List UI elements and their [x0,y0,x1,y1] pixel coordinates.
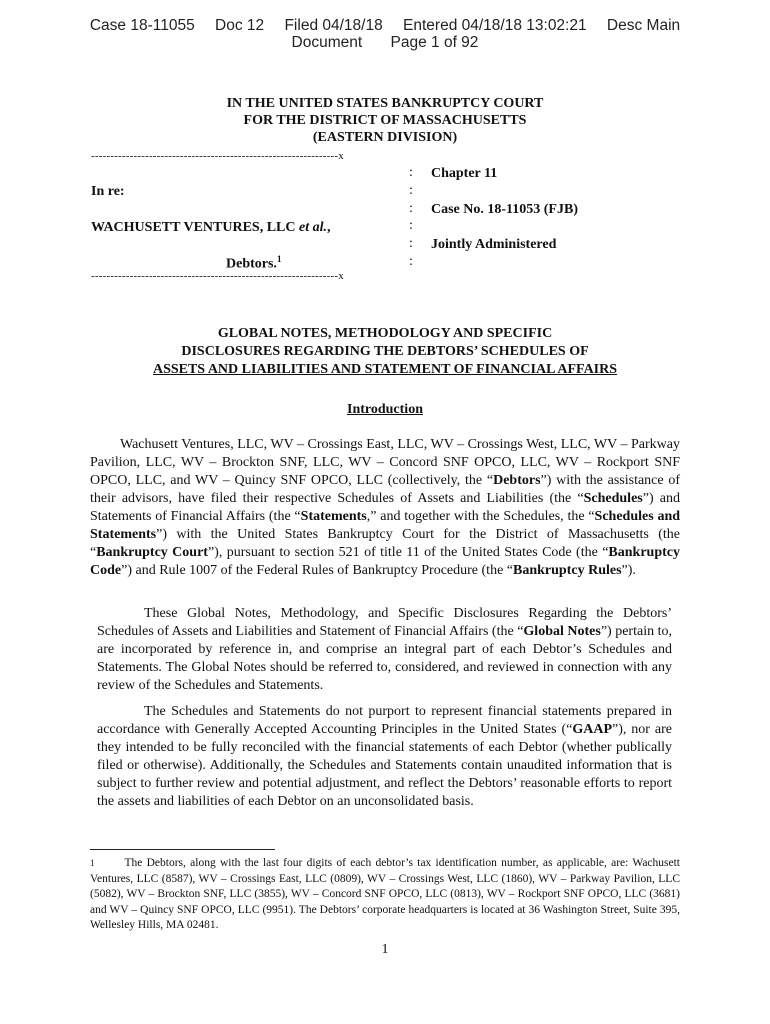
footnote-text: The Debtors, along with the last four digits of each debtor’s tax identification number, as applicable, are: Wachusett Ventures, LLC (8587), WV – Crossings East, LLC (0809), WV – Crossings West, LLC (1860), WV – Parkway Pavilion, LLC (5082), WV – Brockton SNF, LLC (3855), WV – Concord SNF OPCO, LLC (0813), WV – Rockport SNF OPCO, LLC (3681) and WV – Quincy SNF OPCO, LLC (9951). The Debtors’ corporate headquarters is located at 36 Washington Street, Suite 395, Wellesley Hills, MA 02481. [90,857,680,931]
title-line-3: ASSETS AND LIABILITIES AND STATEMENT OF FINANCIAL AFFAIRS [152,362,618,377]
case-number: Case No. 18-11053 (FJB) [431,202,578,217]
court-line-1: IN THE UNITED STATES BANKRUPTCY COURT [226,96,544,111]
paragraph-3: The Schedules and Statements do not purport to represent financial statements prepared in accordance with Generally Accepted Accounting Principles in the United States (“GAAP”), nor are they intended to be fully reconciled with the financial statements of each Debtor (whether publically filed or otherwise). Additionally, the Schedules and Statements contain unaudited information that is subject to further review and potential adjustment, and reflect the Debtors’ reasonable efforts to report the assets and liabilities of each Debtor on an unconsolidated basis. [97,704,672,809]
entered-date: Entered 04/18/18 13:02:21 [403,17,587,34]
filed-date: Filed 04/18/18 [284,17,383,34]
case-number-header: Case 18-11055 [89,17,195,34]
document-label: Document [291,34,363,51]
footnote-ref: 1 [276,254,282,264]
desc-label: Desc Main [606,17,681,34]
caption-colons: : : : : : : [409,165,413,269]
page-number: 1 [381,942,389,957]
filing-header [0,17,770,51]
in-re-label: In re: [91,184,125,199]
caption-top-rule: ----------------------------------------------------------------x [91,150,344,162]
document-title [0,325,770,379]
court-line-3: (EASTERN DIVISION) [312,130,458,145]
page-of: Page 1 of 92 [390,34,479,51]
debtors-label: Debtors.$^1$ [226,254,282,272]
footnote-rule [90,849,275,850]
chapter-label: Chapter 11 [431,166,498,181]
court-heading [0,95,770,146]
paragraph-1: Wachusett Ventures, LLC, WV – Crossings East, LLC, WV – Crossings West, LLC, WV – Parkway Pavilion, LLC, WV – Brockton SNF, LLC, WV – Concord SNF OPCO, LLC, WV – Rockport SNF OPCO, LLC, and WV – Quincy SNF OPCO, LLC (collectively, the “Debtors”) with the assistance of their advisors, have filed their respective Schedules of Assets and Liabilities (the “Schedules”) and Statements of Financial Affairs (the “Statements,” and together with the Schedules, the “Schedules and Statements”) with the United States Bankruptcy Court for the District of Massachusetts (the “Bankruptcy Court”), pursuant to section 521 of title 11 of the United States Code (the “Bankruptcy Code”) and Rule 1007 of the Federal Rules of Bankruptcy Procedure (the “Bankruptcy Rules”). [90,437,681,578]
debtor-name: WACHUSETT VENTURES, LLC et al., [91,220,331,235]
jointly-administered: Jointly Administered [431,237,557,252]
footnote [90,856,680,934]
doc-number: Doc 12 [215,17,265,34]
caption-bottom-rule: ----------------------------------------------------------------x [91,270,344,282]
court-line-2: FOR THE DISTRICT OF MASSACHUSETTS [243,113,527,128]
paragraph-2: These Global Notes, Methodology, and Specific Disclosures Regarding the Debtors’ Schedules of Assets and Liabilities and Statement of Financial Affairs (the “Global Notes”) pertain to, are incorporated by reference in, and comprise an integral part of each Debtor’s Schedules and Statements. The Global Notes should be referred to, considered, and reviewed in connection with any review of the Schedules and Statements. [97,606,672,693]
introduction-heading: Introduction [347,402,423,417]
title-line-2: DISCLOSURES REGARDING THE DEBTORS’ SCHEDULES OF [181,344,589,359]
footnote-number: 1 [90,858,95,868]
title-line-1: GLOBAL NOTES, METHODOLOGY AND SPECIFIC [217,326,553,341]
